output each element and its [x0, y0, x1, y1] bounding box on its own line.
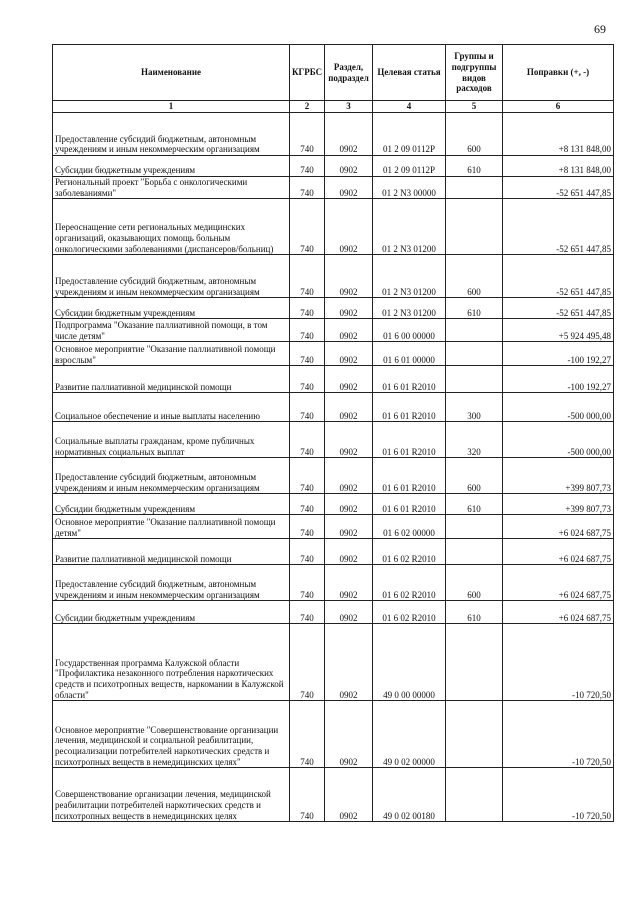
column-header-kgrbs: КГРБС — [290, 45, 325, 101]
row-kgrbs: 740 — [290, 768, 325, 822]
row-section: 0902 — [325, 199, 373, 255]
table-row — [53, 768, 614, 822]
row-group: 610 — [446, 156, 503, 177]
row-kgrbs: 740 — [290, 199, 325, 255]
row-target: 01 6 01 R2010 — [373, 422, 446, 458]
row-target: 01 2 09 0112P — [373, 113, 446, 156]
row-amount: +6 024 687,75 — [503, 601, 614, 624]
row-target: 01 6 01 R2010 — [373, 366, 446, 393]
row-amount: +5 924 495,48 — [503, 319, 614, 342]
row-name: Развитие паллиативной медицинской помощи — [53, 366, 290, 393]
table-row — [53, 515, 614, 539]
row-group — [446, 701, 503, 768]
row-name: Социальные выплаты гражданам, кроме публичных нормативных социальных выплат — [53, 422, 290, 458]
row-kgrbs: 740 — [290, 177, 325, 199]
table-row — [53, 494, 614, 515]
row-group — [446, 539, 503, 565]
row-amount: +6 024 687,75 — [503, 539, 614, 565]
column-number: 6 — [503, 101, 614, 113]
row-name: Совершенствование организации лечения, медицинской реабилитации потребителей наркотических средств и психотропных веществ в немедицинских целях — [53, 768, 290, 822]
row-group — [446, 366, 503, 393]
row-target: 01 6 02 R2010 — [373, 601, 446, 624]
table-row — [53, 601, 614, 624]
row-amount: +399 807,73 — [503, 458, 614, 494]
row-group: 610 — [446, 601, 503, 624]
table-row — [53, 422, 614, 458]
budget-table — [52, 44, 614, 822]
row-name: Переоснащение сети региональных медицинских организаций, оказывающих помощь больным онкологическими заболеваниями (диспансеров/больниц) — [53, 199, 290, 255]
table-row — [53, 113, 614, 156]
row-group: 300 — [446, 393, 503, 422]
row-kgrbs: 740 — [290, 298, 325, 319]
row-name: Развитие паллиативной медицинской помощи — [53, 539, 290, 565]
row-name: Субсидии бюджетным учреждениям — [53, 156, 290, 177]
row-group — [446, 199, 503, 255]
row-kgrbs: 740 — [290, 494, 325, 515]
row-name: Государственная программа Калужской области "Профилактика незаконного потребления наркотических средств и психотропных веществ, наркомании в Калужской области" — [53, 624, 290, 701]
table-row — [53, 342, 614, 366]
column-number: 2 — [290, 101, 325, 113]
row-section: 0902 — [325, 177, 373, 199]
row-section: 0902 — [325, 113, 373, 156]
row-kgrbs: 740 — [290, 624, 325, 701]
row-section: 0902 — [325, 156, 373, 177]
row-group: 610 — [446, 298, 503, 319]
page-number: 69 — [594, 22, 606, 36]
row-kgrbs: 740 — [290, 565, 325, 601]
row-section: 0902 — [325, 539, 373, 565]
row-group: 600 — [446, 565, 503, 601]
row-amount: -100 192,27 — [503, 366, 614, 393]
row-section: 0902 — [325, 298, 373, 319]
row-amount: +6 024 687,75 — [503, 565, 614, 601]
row-target: 01 2 09 0112P — [373, 156, 446, 177]
row-section: 0902 — [325, 458, 373, 494]
row-kgrbs: 740 — [290, 319, 325, 342]
row-target: 01 6 00 00000 — [373, 319, 446, 342]
column-header-section: Раздел, подраздел — [325, 45, 373, 101]
row-kgrbs: 740 — [290, 601, 325, 624]
row-target: 01 6 02 R2010 — [373, 539, 446, 565]
column-number-row — [53, 101, 614, 113]
row-section: 0902 — [325, 565, 373, 601]
row-section: 0902 — [325, 494, 373, 515]
row-amount: -10 720,50 — [503, 701, 614, 768]
row-section: 0902 — [325, 624, 373, 701]
row-kgrbs: 740 — [290, 255, 325, 298]
column-header-target: Целевая статья — [373, 45, 446, 101]
row-kgrbs: 740 — [290, 458, 325, 494]
row-kgrbs: 740 — [290, 342, 325, 366]
row-kgrbs: 740 — [290, 393, 325, 422]
row-name: Субсидии бюджетным учреждениям — [53, 494, 290, 515]
row-amount: -10 720,50 — [503, 768, 614, 822]
column-number: 1 — [53, 101, 290, 113]
row-target: 01 6 02 00000 — [373, 515, 446, 539]
table-row — [53, 177, 614, 199]
row-group — [446, 624, 503, 701]
row-amount: +6 024 687,75 — [503, 515, 614, 539]
row-name: Подпрограмма "Оказание паллиативной помощи, в том числе детям" — [53, 319, 290, 342]
header-row — [53, 45, 614, 101]
row-group — [446, 177, 503, 199]
row-amount: -52 651 447,85 — [503, 298, 614, 319]
row-target: 01 6 01 R2010 — [373, 494, 446, 515]
table-row — [53, 298, 614, 319]
row-target: 01 6 01 00000 — [373, 342, 446, 366]
row-kgrbs: 740 — [290, 539, 325, 565]
row-target: 01 2 N3 01200 — [373, 298, 446, 319]
row-amount: +8 131 848,00 — [503, 156, 614, 177]
row-group — [446, 515, 503, 539]
row-name: Субсидии бюджетным учреждениям — [53, 298, 290, 319]
row-name: Субсидии бюджетным учреждениям — [53, 601, 290, 624]
table-row — [53, 565, 614, 601]
row-section: 0902 — [325, 255, 373, 298]
row-group: 600 — [446, 255, 503, 298]
row-kgrbs: 740 — [290, 366, 325, 393]
row-name: Региональный проект "Борьба с онкологическими заболеваниями" — [53, 177, 290, 199]
table-row — [53, 156, 614, 177]
row-name: Основное мероприятие "Оказание паллиативной помощи взрослым" — [53, 342, 290, 366]
row-amount: -52 651 447,85 — [503, 199, 614, 255]
column-header-group: Группы и подгруппы видов расходов — [446, 45, 503, 101]
row-amount: -52 651 447,85 — [503, 255, 614, 298]
row-amount: -100 192,27 — [503, 342, 614, 366]
table-row — [53, 255, 614, 298]
row-amount: +8 131 848,00 — [503, 113, 614, 156]
row-group: 600 — [446, 113, 503, 156]
row-name: Основное мероприятие "Совершенствование организации лечения, медицинской и социальной реабилитации, ресоциализации потребителей наркотических средств и психотропных веществ в немедицинских целях" — [53, 701, 290, 768]
row-name: Предоставление субсидий бюджетным, автономным учреждениям и иным некоммерческим организациям — [53, 565, 290, 601]
row-amount: -52 651 447,85 — [503, 177, 614, 199]
row-group — [446, 342, 503, 366]
table-row — [53, 393, 614, 422]
column-number: 5 — [446, 101, 503, 113]
row-section: 0902 — [325, 366, 373, 393]
row-section: 0902 — [325, 701, 373, 768]
table-row — [53, 458, 614, 494]
column-header-name: Наименование — [53, 45, 290, 101]
row-section: 0902 — [325, 422, 373, 458]
row-name: Предоставление субсидий бюджетным, автономным учреждениям и иным некоммерческим организациям — [53, 113, 290, 156]
row-kgrbs: 740 — [290, 156, 325, 177]
table-row — [53, 319, 614, 342]
row-group: 600 — [446, 458, 503, 494]
row-amount: -500 000,00 — [503, 422, 614, 458]
row-target: 01 2 N3 01200 — [373, 255, 446, 298]
row-target: 01 6 01 R2010 — [373, 393, 446, 422]
table-row — [53, 624, 614, 701]
row-kgrbs: 740 — [290, 701, 325, 768]
row-amount: -10 720,50 — [503, 624, 614, 701]
column-number: 3 — [325, 101, 373, 113]
row-kgrbs: 740 — [290, 422, 325, 458]
row-group: 610 — [446, 494, 503, 515]
table-row — [53, 701, 614, 768]
row-kgrbs: 740 — [290, 113, 325, 156]
row-name: Предоставление субсидий бюджетным, автономным учреждениям и иным некоммерческим организациям — [53, 458, 290, 494]
row-amount: -500 000,00 — [503, 393, 614, 422]
row-group: 320 — [446, 422, 503, 458]
row-name: Предоставление субсидий бюджетным, автономным учреждениям и иным некоммерческим организациям — [53, 255, 290, 298]
row-kgrbs: 740 — [290, 515, 325, 539]
row-target: 01 2 N3 00000 — [373, 177, 446, 199]
row-amount: +399 807,73 — [503, 494, 614, 515]
table-row — [53, 366, 614, 393]
row-section: 0902 — [325, 601, 373, 624]
table-row — [53, 539, 614, 565]
row-target: 49 0 02 00000 — [373, 701, 446, 768]
row-target: 01 2 N3 01200 — [373, 199, 446, 255]
row-section: 0902 — [325, 319, 373, 342]
row-target: 49 0 00 00000 — [373, 624, 446, 701]
row-target: 49 0 02 00180 — [373, 768, 446, 822]
row-group — [446, 319, 503, 342]
row-target: 01 6 02 R2010 — [373, 565, 446, 601]
table-row — [53, 199, 614, 255]
row-section: 0902 — [325, 515, 373, 539]
row-section: 0902 — [325, 768, 373, 822]
row-name: Основное мероприятие "Оказание паллиативной помощи детям" — [53, 515, 290, 539]
row-name: Социальное обеспечение и иные выплаты населению — [53, 393, 290, 422]
column-header-amount: Поправки (+, -) — [503, 45, 614, 101]
row-target: 01 6 01 R2010 — [373, 458, 446, 494]
row-section: 0902 — [325, 342, 373, 366]
column-number: 4 — [373, 101, 446, 113]
row-group — [446, 768, 503, 822]
row-section: 0902 — [325, 393, 373, 422]
